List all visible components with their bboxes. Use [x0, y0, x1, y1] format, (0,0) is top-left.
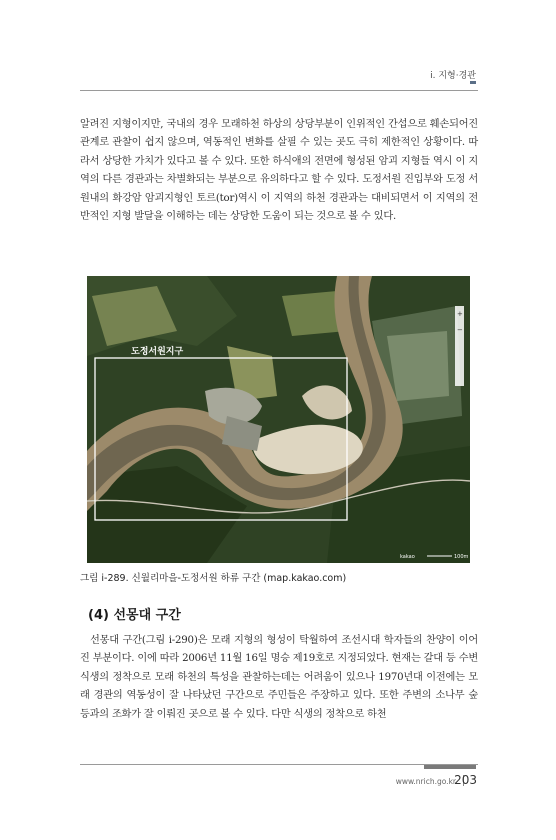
footer-accent-mark — [424, 765, 476, 769]
map-attribution: kakao — [400, 554, 415, 560]
zoom-out-icon[interactable]: − — [457, 326, 463, 334]
scale-distance: 100m — [454, 554, 469, 560]
map-zoom-controls[interactable] — [455, 306, 464, 386]
figure-caption: 그림 i-289. 신월리마을-도정서원 하류 구간 (map.kakao.com) — [80, 573, 347, 584]
footer-rule — [80, 764, 478, 765]
section-heading: (4) 선몽대 구간 — [88, 608, 181, 623]
zoom-in-icon[interactable]: + — [457, 310, 463, 318]
page-number: 203 — [454, 773, 477, 787]
body-paragraph-2: 선몽대 구간(그림 i-290)은 모래 지형의 형성이 탁월하여 조선시대 학자들의 찬양이 이어진 부분이다. 이에 따라 2006년 11월 16일 명승 제19호로 지정되었다. 현재는 갈대 등 수변 식생의 정착으로 모래 하천의 특성을 관찰하는데는 어려움이 있으나 1970년대 이전에는 모래 경관의 역동성이 잘 나타났던 구간으로 주민들은 주장하고 있다. 또한 주변의 소나무 숲 등과의 조화가 잘 이뤄진 곳으로 볼 수 있다. 다만 식생의 정착으로 하천 — [80, 635, 478, 720]
map-control-bar — [455, 306, 464, 386]
footer-url[interactable]: www.nrich.go.kr — [395, 777, 456, 786]
header-accent-mark — [470, 81, 476, 84]
header-rule — [80, 90, 478, 91]
village-buildings — [387, 331, 449, 401]
body-paragraph-1: 알려진 지형이지만, 국내의 경우 모래하천 하상의 상당부분이 인위적인 간섭으로 훼손되어진 관계로 관찰이 쉽지 않으며, 역동적인 변화를 살필 수 있는 곳도 극히 제한적인 상황이다. 따라서 상당한 가치가 있다고 볼 수 있다. 또한 하식애의 전면에 형성된 암괴 지형들 역시 이 지역의 다른 경관과는 차별화되는 부분으로 유의하다고 할 수 있다. 도정서원 진입부와 도정 서원내의 화강암 암괴지형인 토르(tor)역시 이 지역의 하천 경관과는 대비되면서 이 지역의 전반적인 지형 발달을 이해하는 데는 상당한 도움이 되는 것으로 볼 수 있다. — [80, 119, 478, 223]
running-header: i. 지형·경관 — [430, 71, 476, 81]
satellite-map-figure — [87, 276, 470, 563]
region-label: 도정서원지구 — [131, 347, 184, 357]
satellite-map — [87, 276, 470, 563]
